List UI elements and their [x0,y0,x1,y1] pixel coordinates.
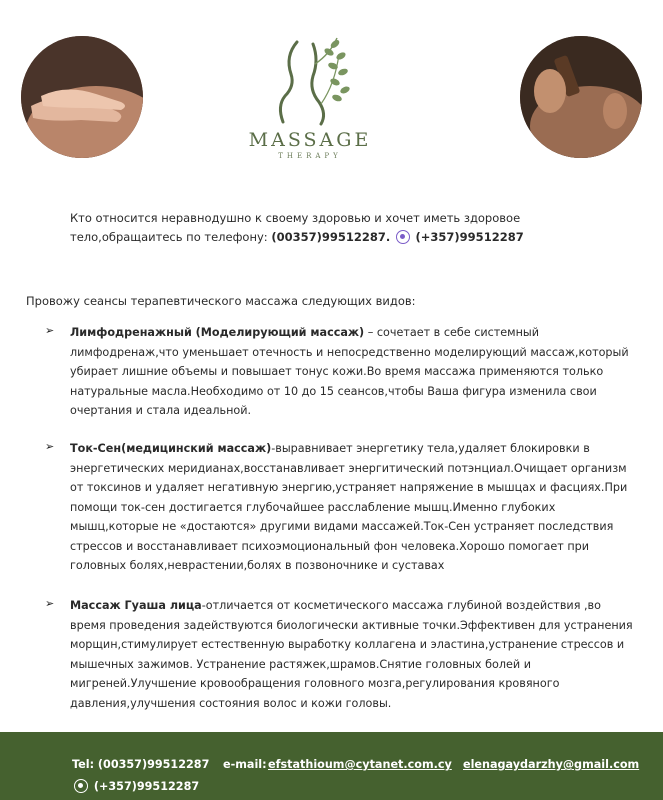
service-text: – сочетает в себе системный лимфодренаж,что уменьшает отечность и непосредственно моделирующий массаж,который убирает лишние объемы и повышает тонус кожи.Во время массажа применяются только натуральные масла.Необходимо от 10 до 15 сеансов,чтобы Ваша фигура изменила свои очертания и стала идеальной. [70,326,629,417]
service-item-lymph [70,323,640,421]
service-title: Массаж Гуаша лица [70,599,202,612]
intro-phone-1[interactable]: (00357)99512287. [271,230,391,244]
service-text: -отличается от косметического массажа глубиной воздействия ,во время проведения задействуются биологически активные точки.Эффективен для устранения морщин,стимулирует естественную выработку коллагена и эластина,устранение стрессов и мышечных зажимов. Устранение растяжек,шрамов.Снятие головных болей и мигреней.Улучшение кровообращения головного мозга,регулирования кровяного давления,улучшения состояния волос и кожи головы. [70,599,633,710]
arrow-bullet-icon: ➢ [45,597,55,610]
service-item-gua-sha [70,596,640,713]
logo-subtitle: THERAPY [278,152,342,160]
footer-email-1[interactable]: efstathioum@cytanet.com.cy [268,758,452,771]
massage-photo-right [520,36,642,158]
footer-tel-2[interactable]: (+357)99512287 [93,780,200,793]
viber-icon [396,230,410,244]
intro-paragraph [70,209,610,247]
back-massage-illustration [21,36,143,158]
massage-photo-left [21,36,143,158]
service-text: -выравнивает энергетику тела,удаляет блокировки в энергетических меридианах,восстанавливает энергитический потэнциал.Очищает организм от токсинов и удаляет негативную энергию,устраняет напряжение в мышцах и фасциях.При помощи ток-сен достигается глубочайшее расслабление мышц.Именно глубоких мышц,которые не «достаются» другими видами массажей.Ток-Сен устраняет последствия стрессов и восстанавливает психоэмоциональный фон человека.Хорошо помогает при головных болях,неврастении,болях в позвоночнике и суставах [70,442,628,572]
service-item-tok-sen [70,439,640,576]
arrow-bullet-icon: ➢ [45,324,55,337]
service-title: Ток-Сен(медицинский массаж) [70,442,272,455]
intro-line-2: тело,обращаитесь по телефону: [70,230,272,244]
footer-tel[interactable]: Tel: (00357)99512287 [72,758,210,771]
footer-email-2[interactable]: elenagaydarzhy@gmail.com [463,758,640,771]
viber-icon [74,779,88,793]
arrow-bullet-icon: ➢ [45,440,55,453]
contact-footer [0,732,663,800]
intro-phone-2[interactable]: (+357)99512287 [415,230,524,244]
intro-line-1: Кто относится неравнодушно к своему здоровью и хочет иметь здоровое [70,211,521,225]
service-title: Лимфодренажный (Моделирующий массаж) [70,326,365,339]
footer-email-label: e-mail: [223,758,267,771]
body-silhouette-leaf-icon [255,34,365,129]
massage-therapy-logo [240,34,380,164]
tok-sen-massage-illustration [520,36,642,158]
services-lead: Провожу сеансы терапевтического массажа следующих видов: [26,294,416,308]
logo-title: MASSAGE [248,129,372,151]
footer-tel-2-group [72,779,199,793]
